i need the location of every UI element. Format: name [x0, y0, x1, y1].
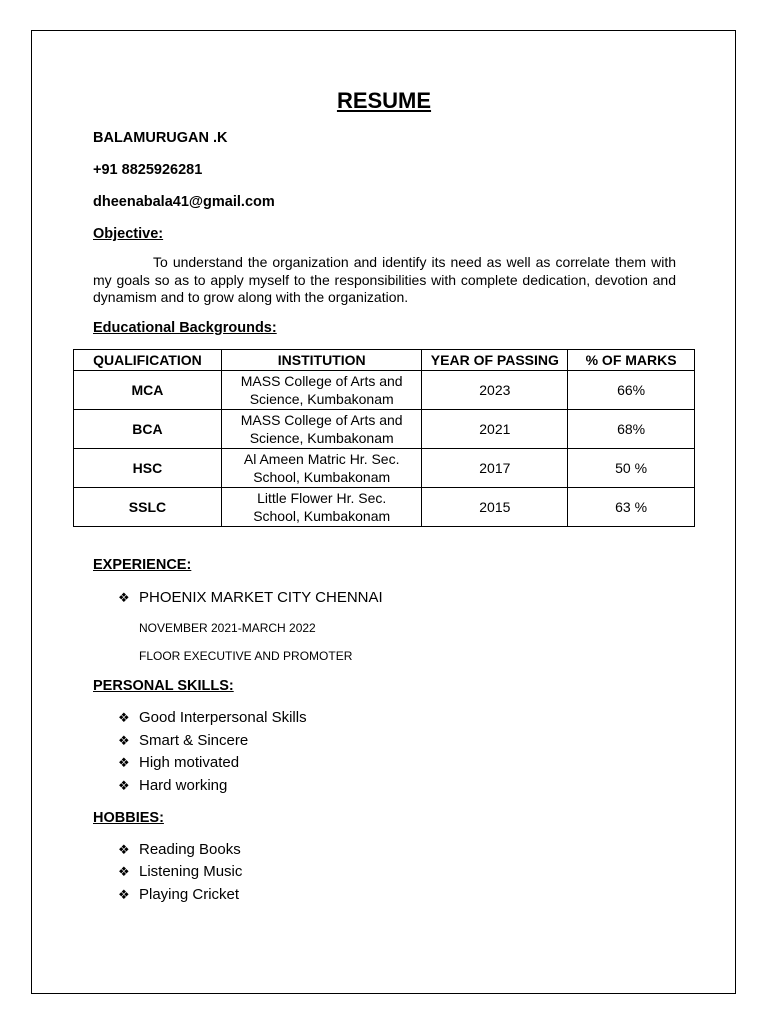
diamond-bullet-icon: ❖ [118, 590, 130, 605]
year-cell: 2021 [422, 410, 568, 449]
education-heading: Educational Backgrounds: [93, 320, 277, 336]
institution-line: Science, Kumbakonam [249, 430, 394, 446]
marks-cell: 66% [568, 371, 695, 410]
table-row [74, 449, 695, 488]
diamond-bullet-icon: ❖ [118, 842, 130, 857]
institution-cell [221, 410, 422, 449]
diamond-bullet-icon: ❖ [118, 755, 130, 770]
diamond-bullet-icon: ❖ [118, 733, 130, 748]
institution-cell [221, 449, 422, 488]
list-item [118, 777, 227, 794]
diamond-bullet-icon: ❖ [118, 710, 130, 725]
institution-line: School, Kumbakonam [253, 469, 391, 485]
column-header-year: YEAR OF PASSING [422, 350, 568, 371]
column-header-marks: % OF MARKS [568, 350, 695, 371]
institution-cell [221, 488, 422, 527]
phone-number: +91 8825926281 [93, 162, 203, 178]
table-row [74, 410, 695, 449]
candidate-name: BALAMURUGAN .K [93, 130, 228, 146]
skills-heading: PERSONAL SKILLS: [93, 678, 234, 694]
experience-heading: EXPERIENCE: [93, 557, 192, 573]
institution-line: Al Ameen Matric Hr. Sec. [243, 451, 400, 467]
qualification-cell: BCA [74, 410, 222, 449]
diamond-bullet-icon: ❖ [118, 864, 130, 879]
hobbies-heading: HOBBIES: [93, 810, 164, 826]
table-row [74, 488, 695, 527]
column-header-institution: INSTITUTION [221, 350, 422, 371]
marks-cell: 63 % [568, 488, 695, 527]
list-item [118, 863, 242, 880]
table-row [74, 371, 695, 410]
diamond-bullet-icon: ❖ [118, 778, 130, 793]
marks-cell: 68% [568, 410, 695, 449]
experience-item [118, 589, 383, 606]
hobby-text: Listening Music [139, 863, 243, 880]
institution-line: MASS College of Arts and [240, 412, 403, 428]
qualification-cell: SSLC [74, 488, 222, 527]
hobby-text: Reading Books [139, 841, 241, 858]
list-item [118, 732, 248, 749]
document-title: RESUME [336, 88, 432, 113]
marks-cell: 50 % [568, 449, 695, 488]
table-header-row [74, 350, 695, 371]
company-name: PHOENIX MARKET CITY CHENNAI [139, 589, 383, 606]
skill-text: High motivated [139, 754, 240, 771]
year-cell: 2015 [422, 488, 568, 527]
year-cell: 2017 [422, 449, 568, 488]
year-cell: 2023 [422, 371, 568, 410]
skill-text: Hard working [139, 777, 228, 794]
qualification-cell: HSC [74, 449, 222, 488]
experience-role: FLOOR EXECUTIVE AND PROMOTER [139, 649, 353, 663]
institution-cell [221, 371, 422, 410]
institution-line: MASS College of Arts and [240, 373, 403, 389]
qualification-cell: MCA [74, 371, 222, 410]
list-item [118, 754, 239, 771]
education-table [73, 349, 695, 527]
list-item [118, 886, 239, 903]
email-address: dheenabala41@gmail.com [93, 194, 275, 210]
list-item [118, 841, 241, 858]
institution-line: School, Kumbakonam [253, 508, 391, 524]
skill-text: Smart & Sincere [139, 732, 249, 749]
hobby-text: Playing Cricket [139, 886, 240, 903]
institution-line: Little Flower Hr. Sec. [257, 490, 387, 506]
list-item [118, 709, 307, 726]
column-header-qualification: QUALIFICATION [74, 350, 222, 371]
institution-line: Science, Kumbakonam [249, 391, 394, 407]
skill-text: Good Interpersonal Skills [139, 709, 307, 726]
objective-text: To understand the organization and identify its need as well as correlate them with my goals so as to apply myself to the responsibilities with complete dedication, devotion and dynamism and to grow along with the organization. [93, 254, 676, 305]
diamond-bullet-icon: ❖ [118, 887, 130, 902]
objective-heading: Objective: [93, 226, 164, 242]
objective-paragraph [93, 254, 676, 307]
experience-period: NOVEMBER 2021-MARCH 2022 [139, 621, 316, 635]
